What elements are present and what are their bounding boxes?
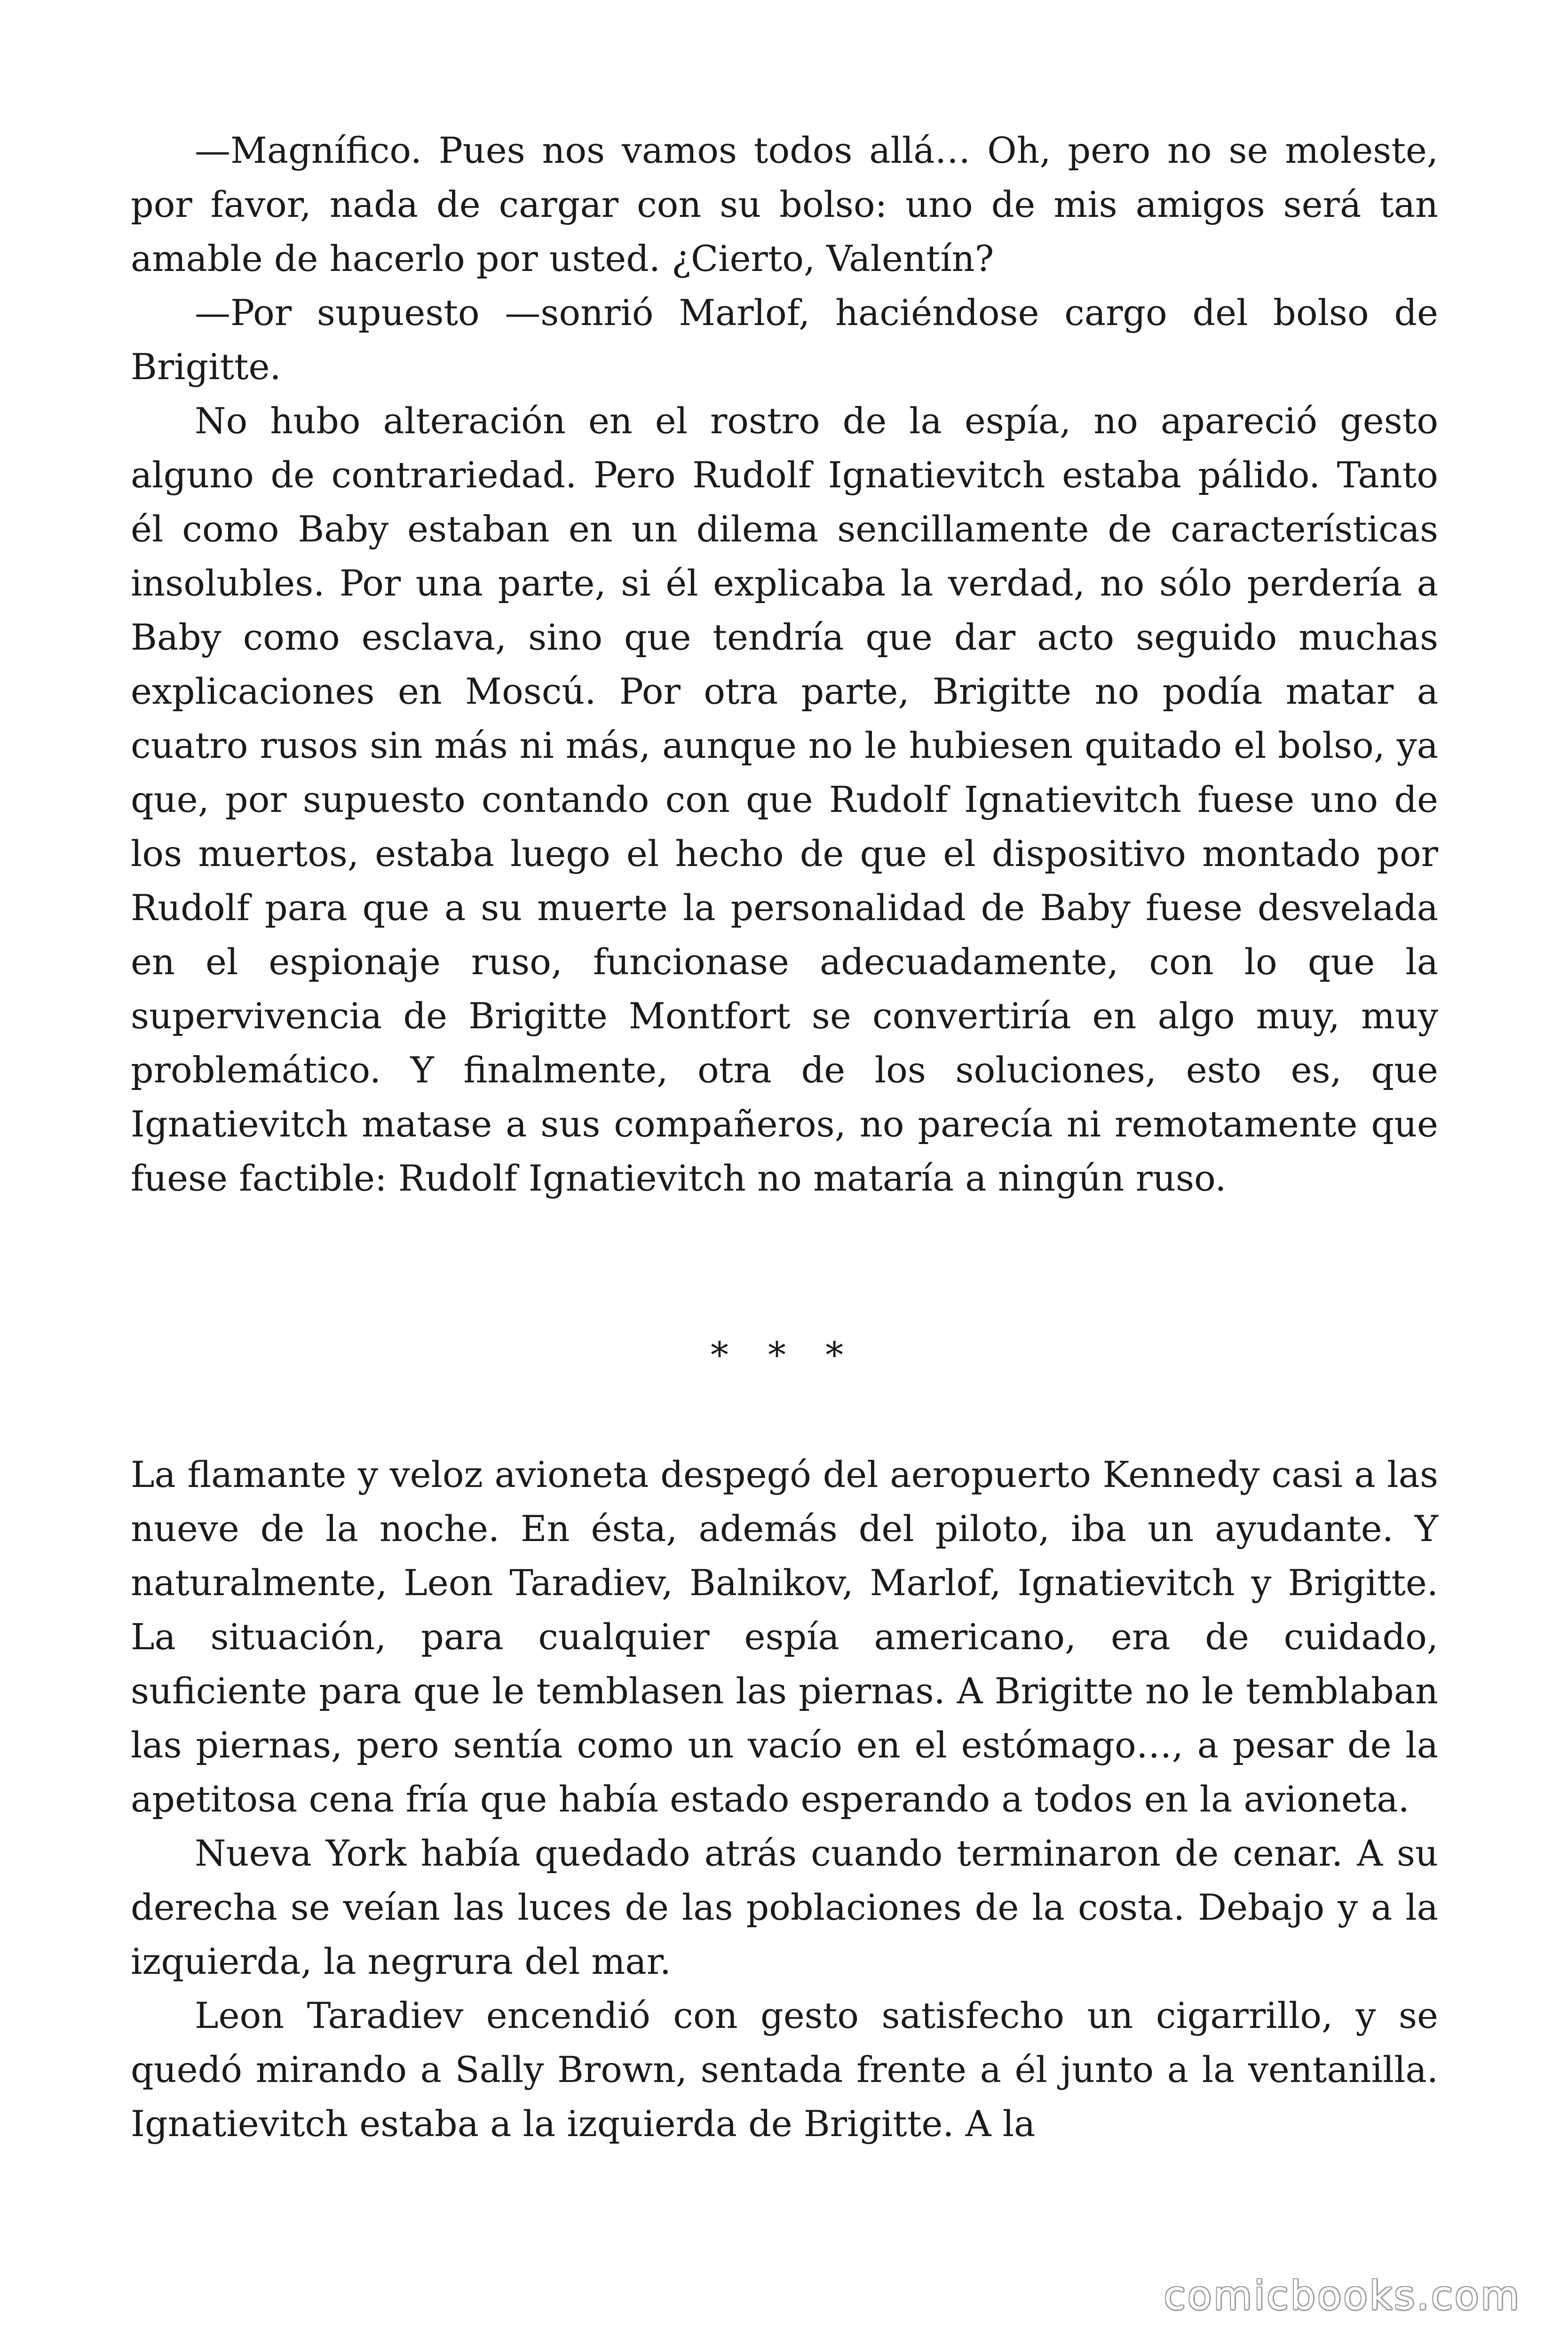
paragraph-por-supuesto: —Por supuesto —sonrió Marlof, haciéndose cargo del bolso de Brigitte. bbox=[131, 292, 1438, 388]
paragraph-leon-taradiev: Leon Taradiev encendió con gesto satisfecho un cigarrillo, y se quedó mirando a Sally Brown, sentada frente a él junto a la ventanilla. Ignatievitch estaba a la izquierda de Brigitte. A la bbox=[131, 1994, 1438, 2145]
paragraph-no-hubo-alteracion: No hubo alteración en el rostro de la espía, no apareció gesto alguno de contrariedad. Pero Rudolf Ignatievitch estaba pálido. Tanto él como Baby estaban en un dilema sencillamente de características insolubles. Por una parte, si él explicaba la verdad, no sólo perdería a Baby como esclava, sino que tendría que dar acto seguido muchas explicaciones en Moscú. Por otra parte, Brigitte no podía matar a cuatro rusos sin más ni más, aunque no le hubiesen quitado el bolso, ya que, por supuesto contando con que Rudolf Ignatievitch fuese uno de los muertos, estaba luego el hecho de que el dispositivo montado por Rudolf para que a su muerte la personalidad de Baby fuese desvelada en el espionaje ruso, funcionase adecuadamente, con lo que la supervivencia de Brigitte Montfort se convertiría en algo muy, muy problemático. Y finalmente, otra de los soluciones, esto es, que Ignatievitch matase a sus compañeros, no parecía ni remotamente que fuese factible: Rudolf Ignatievitch no mataría a ningún ruso. bbox=[131, 400, 1438, 1199]
paragraph-la-flamante-avioneta: La flamante y veloz avioneta despegó del aeropuerto Kennedy casi a las nueve de la noche. En ésta, además del piloto, iba un ayudante. Y naturalmente, Leon Taradiev, Balnikov, Marlof, Ignatievitch y Brigitte. La situación, para cualquier espía americano, era de cuidado, suficiente para que le temblasen las piernas. A Brigitte no le temblaban las piernas, pero sentía como un vacío en el estómago…, a pesar de la apetitosa cena fría que había estado esperando a todos en la avioneta. bbox=[131, 1454, 1438, 1820]
paragraph-nueva-york: Nueva York había quedado atrás cuando terminaron de cenar. A su derecha se veían las luces de las poblaciones de la costa. Debajo y a la izquierda, la negrura del mar. bbox=[131, 1832, 1438, 1982]
watermark-text: comicbooks.com bbox=[1164, 2273, 1521, 2319]
bottom-text-block bbox=[131, 1447, 1438, 2151]
scene-break: * * * bbox=[710, 1334, 858, 1376]
top-text-block bbox=[131, 123, 1438, 1205]
paragraph-magnifico: —Magnífico. Pues nos vamos todos allá… Oh, pero no se moleste, por favor, nada de cargar con su bolso: uno de mis amigos será tan amable de hacerlo por usted. ¿Cierto, Valentín? bbox=[131, 129, 1438, 279]
